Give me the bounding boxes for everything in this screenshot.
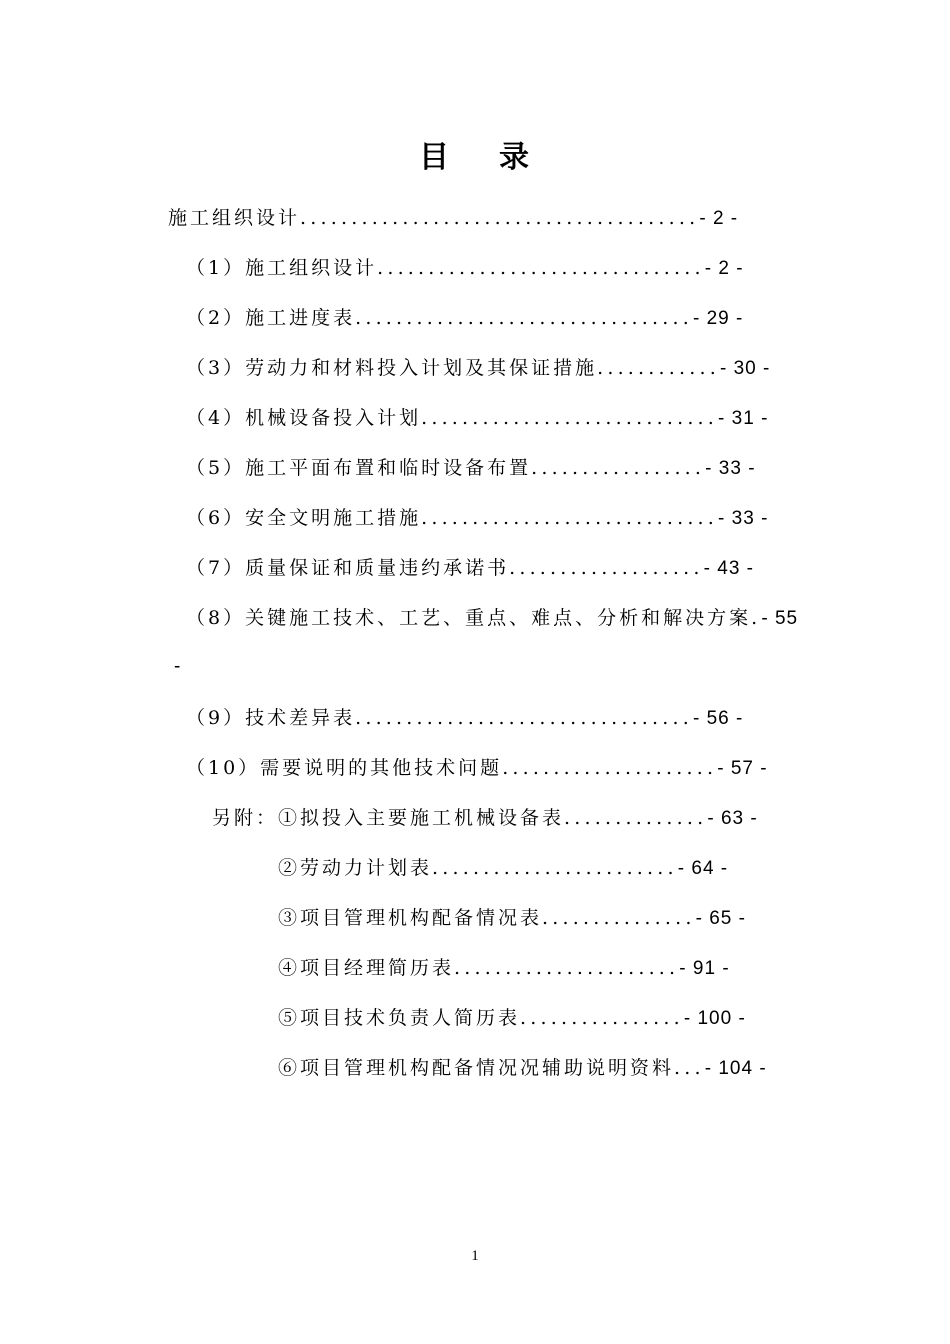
toc-entry-label: ③项目管理机构配备情况表 — [278, 907, 543, 929]
toc-entry-label: （1）施工组织设计 — [186, 257, 378, 279]
toc-leader-dots: . — [751, 607, 762, 629]
toc-leader-dots: ........................ — [432, 857, 678, 879]
toc-entry-label: ⑥项目管理机构配备情况况辅助说明资料 — [278, 1057, 675, 1079]
toc-leader-dots: ................................ — [377, 257, 705, 279]
toc-entry-label: （10）需要说明的其他技术问题 — [186, 757, 503, 779]
toc-page-number: - 31 - — [718, 408, 769, 429]
toc-page-number-continuation: - — [174, 656, 181, 677]
page-title — [0, 132, 950, 176]
toc-entry-label: ④项目经理简历表 — [278, 957, 455, 979]
toc-page-number: - 2 - — [704, 258, 744, 279]
toc-entry[interactable] — [186, 303, 743, 333]
toc-entry[interactable] — [278, 1053, 767, 1083]
page-footer-number: 1 — [471, 1248, 479, 1264]
toc-entry-label: （7）质量保证和质量违约承诺书 — [186, 557, 510, 579]
toc-leader-dots: ............ — [597, 357, 720, 379]
toc-page-number: - 91 - — [679, 958, 730, 979]
toc-leader-dots: ................................. — [355, 707, 693, 729]
toc-page-number: - 65 - — [695, 908, 746, 929]
toc-entry-label: （3）劳动力和材料投入计划及其保证措施 — [186, 357, 598, 379]
toc-page-number: - 100 - — [683, 1008, 746, 1029]
toc-page-number: - 30 - — [719, 358, 771, 379]
toc-entry[interactable] — [186, 603, 798, 633]
toc-entry-label: 施工组织设计 — [168, 207, 301, 229]
toc-entry[interactable] — [186, 753, 768, 783]
toc-leader-dots: ................... — [509, 557, 704, 579]
toc-entry-label: （2）施工进度表 — [186, 307, 356, 329]
toc-entry-label: ⑤项目技术负责人简历表 — [278, 1007, 521, 1029]
toc-entry[interactable] — [278, 853, 728, 883]
toc-page-number: - 29 - — [693, 308, 744, 329]
toc-entry-label: 另附：①拟投入主要施工机械设备表 — [212, 807, 565, 829]
toc-entry-label: （5）施工平面布置和临时设备布置 — [186, 457, 532, 479]
toc-entry-label: （6）安全文明施工措施 — [186, 507, 422, 529]
toc-entry[interactable] — [186, 453, 756, 483]
toc-leader-dots: ...................... — [454, 957, 680, 979]
toc-entry[interactable] — [186, 703, 743, 733]
toc-leader-dots: ................. — [531, 457, 706, 479]
toc-entry-label: ②劳动力计划表 — [278, 857, 433, 879]
toc-page-number: - 63 - — [707, 808, 758, 829]
toc-page-number: - 104 - — [704, 1058, 767, 1079]
toc-page-number: - 64 - — [677, 858, 729, 879]
toc-entry[interactable] — [186, 353, 770, 383]
toc-entry-label: （9）技术差异表 — [186, 707, 356, 729]
toc-entry[interactable] — [168, 203, 738, 233]
toc-entry[interactable] — [186, 403, 768, 433]
toc-leader-dots: .............. — [564, 807, 708, 829]
title-char-left: 目 — [419, 140, 451, 175]
toc-leader-dots: ....................................... — [300, 207, 700, 229]
toc-entry[interactable] — [278, 903, 746, 933]
toc-page-number: - 43 - — [703, 558, 755, 579]
toc-page-number: - 33 - — [718, 508, 769, 529]
toc-leader-dots: ................................. — [355, 307, 693, 329]
toc-page-number: - 57 - — [717, 758, 768, 779]
toc-leader-dots: ..................... — [502, 757, 718, 779]
toc-leader-dots: ............................. — [421, 507, 719, 529]
toc-entry[interactable] — [186, 553, 754, 583]
toc-entry-label: （8）关键施工技术、工艺、重点、难点、分析和解决方案 — [186, 607, 752, 629]
toc-page-number: - 56 - — [693, 708, 744, 729]
toc-page-number: - 55 — [761, 608, 799, 629]
title-char-right: 录 — [499, 140, 531, 175]
toc-leader-dots: ... — [674, 1057, 705, 1079]
toc-page-number: - 33 - — [705, 458, 756, 479]
toc-leader-dots: ............................. — [421, 407, 719, 429]
toc-leader-dots: ............... — [542, 907, 696, 929]
toc-page-number: - 2 - — [699, 208, 739, 229]
toc-entry[interactable] — [212, 803, 758, 833]
toc-entry-label: （4）机械设备投入计划 — [186, 407, 422, 429]
toc-entry[interactable] — [278, 953, 730, 983]
toc-leader-dots: ................ — [520, 1007, 684, 1029]
toc-entry[interactable] — [278, 1003, 746, 1033]
toc-entry[interactable] — [186, 253, 744, 283]
toc-entry[interactable] — [186, 503, 768, 533]
